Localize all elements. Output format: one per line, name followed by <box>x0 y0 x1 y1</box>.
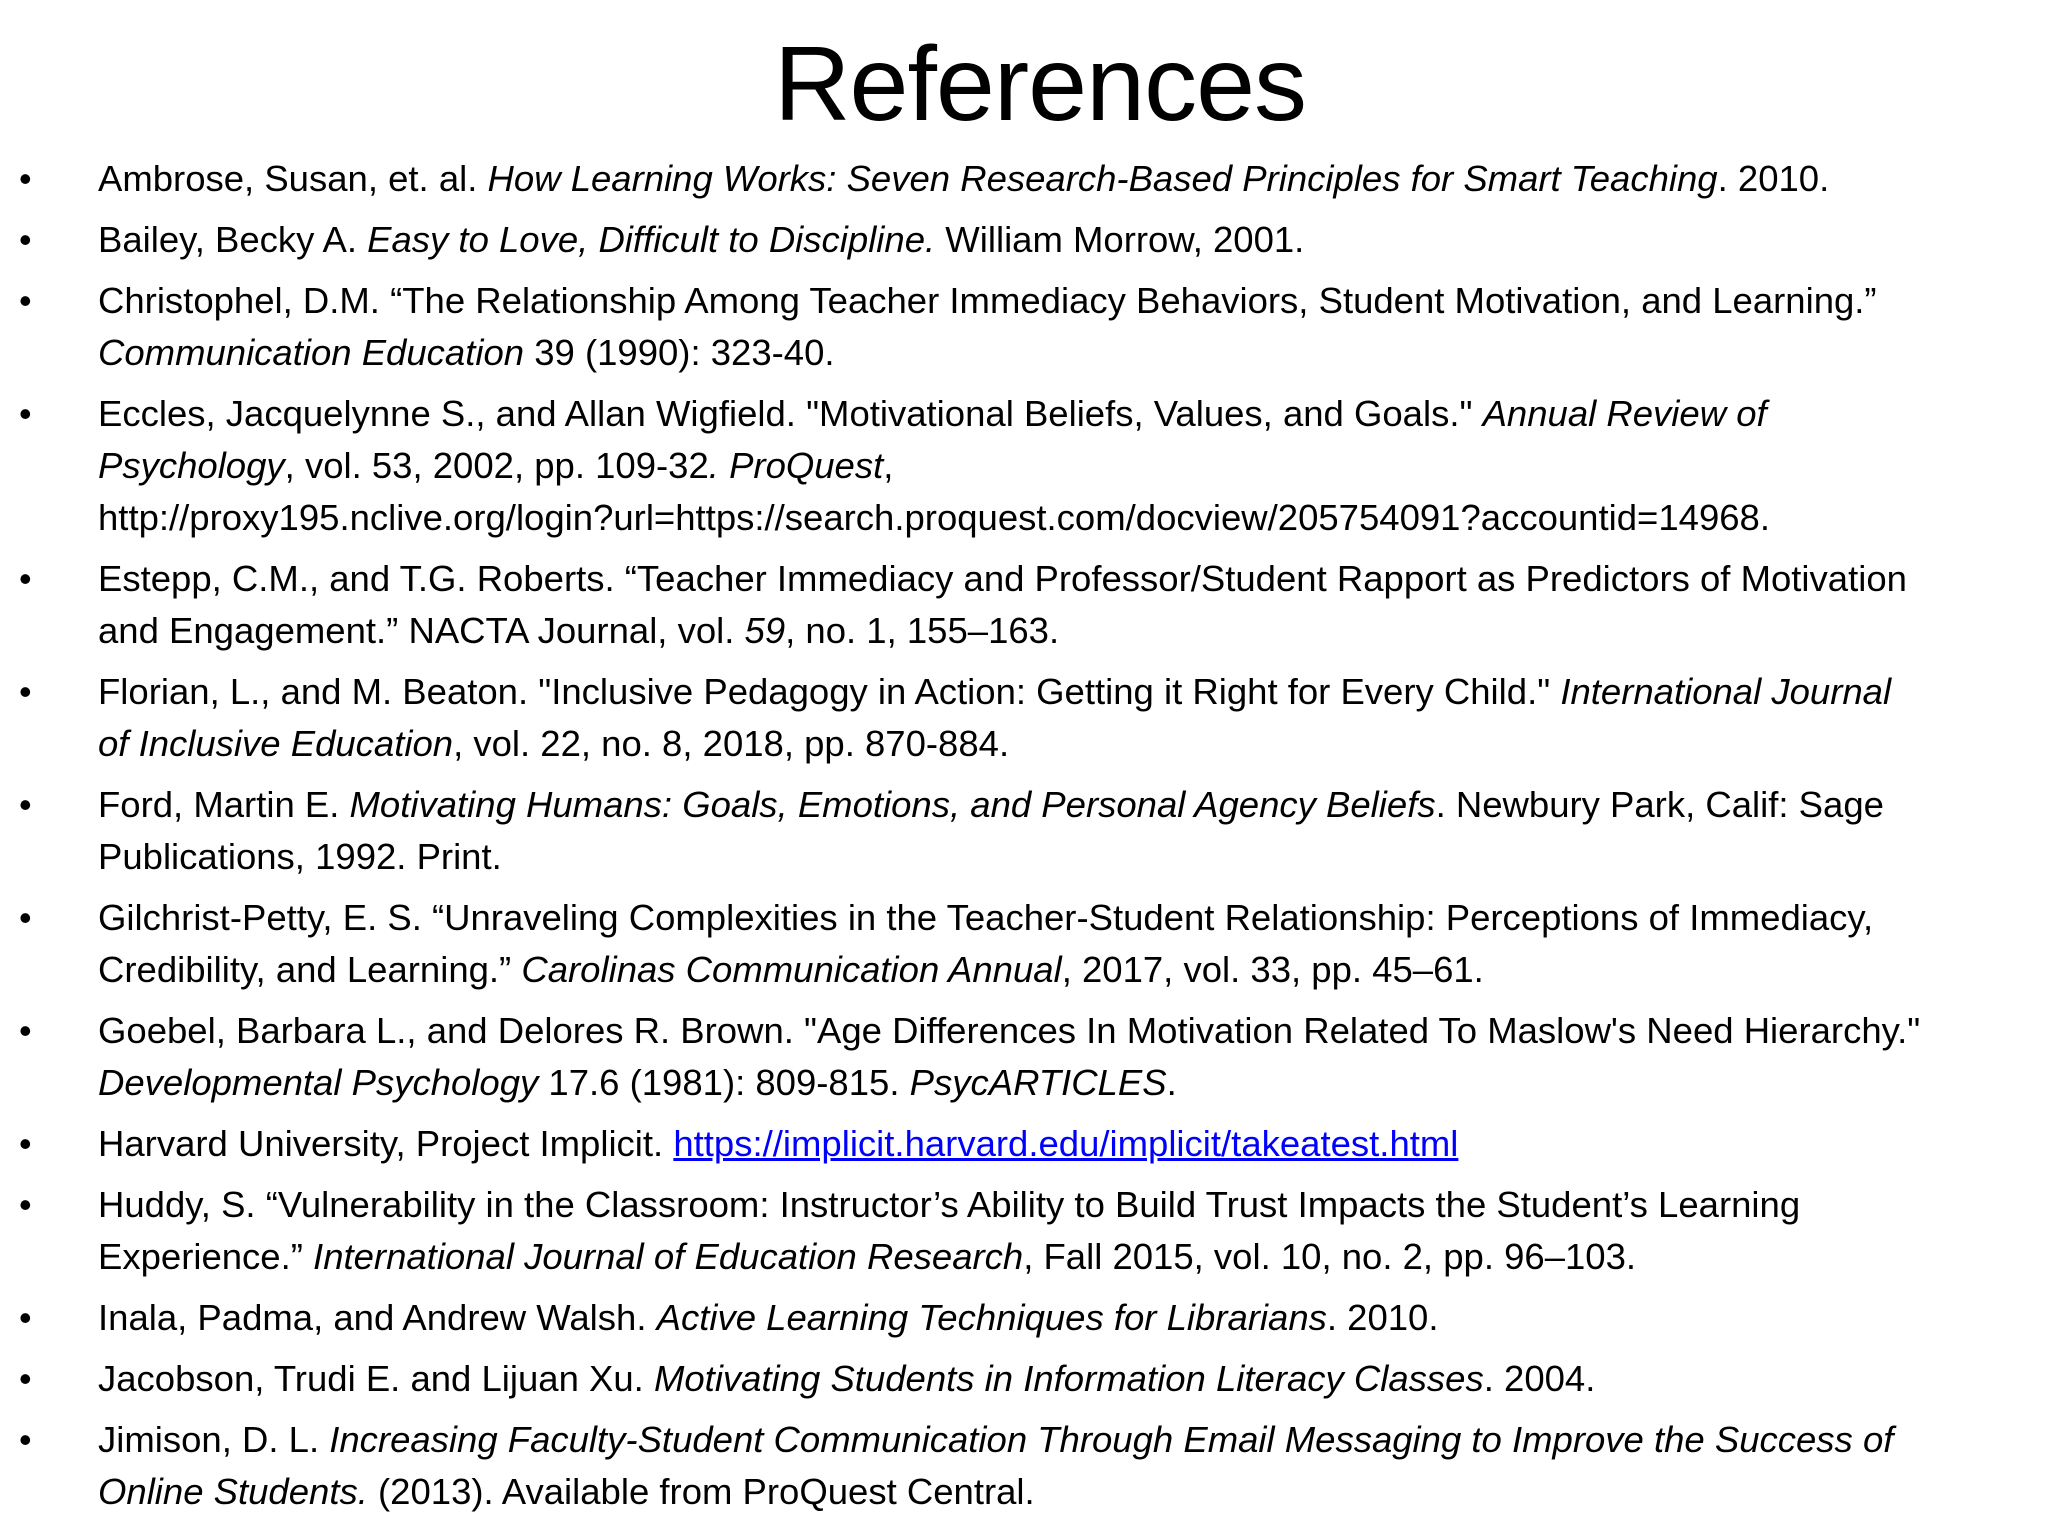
reference-plain-text: . 2010. <box>1717 158 1830 199</box>
reference-line <box>98 892 2040 944</box>
reference-plain-text: Goebel, Barbara L., and Delores R. Brown. "Age Differences In Motivation Related To Maslow's Need Hierarchy." <box>98 1010 1921 1051</box>
reference-line <box>98 492 2040 544</box>
reference-plain-text: Harvard University, Project Implicit. <box>98 1123 674 1164</box>
reference-line <box>98 275 2040 327</box>
reference-plain-text: Inala, Padma, and Andrew Walsh. <box>98 1297 657 1338</box>
reference-line <box>98 1118 2040 1170</box>
bullet-icon: • <box>19 393 32 434</box>
reference-italic-text: Psychology <box>98 445 285 486</box>
reference-plain-text: Eccles, Jacquelynne S., and Allan Wigfield. "Motivational Beliefs, Values, and Goals." <box>98 393 1483 434</box>
reference-line <box>98 831 2040 883</box>
reference-italic-text: PsycARTICLES <box>909 1062 1167 1103</box>
reference-item <box>0 388 2048 544</box>
bullet-icon: • <box>19 1358 32 1399</box>
reference-link[interactable]: https://implicit.harvard.edu/implicit/takeatest.html <box>673 1123 1459 1164</box>
reference-italic-text: Carolinas Communication Annual <box>521 949 1062 990</box>
reference-item <box>0 275 2048 379</box>
reference-line <box>98 1231 2040 1283</box>
reference-plain-text: http://proxy195.nclive.org/login?url=https://search.proquest.com/docview/205754091?accountid=14968. <box>98 497 1770 538</box>
reference-plain-text: . <box>1166 1062 1177 1103</box>
reference-plain-text: and Engagement.” NACTA Journal, vol. <box>98 610 745 651</box>
reference-italic-text: Online Students. <box>98 1471 368 1512</box>
reference-text <box>98 1292 2040 1344</box>
reference-italic-text: Annual Review of <box>1482 393 1767 434</box>
reference-line <box>98 553 2040 605</box>
reference-text <box>98 153 2040 205</box>
reference-italic-text: of Inclusive Education <box>98 723 454 764</box>
reference-item <box>0 1414 2048 1518</box>
reference-item <box>0 779 2048 883</box>
reference-plain-text: Credibility, and Learning.” <box>98 949 522 990</box>
reference-plain-text: Christophel, D.M. “The Relationship Among Teacher Immediacy Behaviors, Student Motivation, and Learning.” <box>98 280 1877 321</box>
reference-line <box>98 666 2040 718</box>
reference-line <box>98 327 2040 379</box>
reference-item <box>0 553 2048 657</box>
reference-plain-text: , Fall 2015, vol. 10, no. 2, pp. 96–103. <box>1023 1236 1637 1277</box>
bullet-icon: • <box>19 1297 32 1338</box>
reference-text <box>98 214 2040 266</box>
reference-plain-text: . Newbury Park, Calif: Sage <box>1435 784 1884 825</box>
reference-line <box>98 1005 2040 1057</box>
bullet-icon: • <box>19 219 32 260</box>
reference-text <box>98 275 2040 379</box>
reference-plain-text: Experience.” <box>98 1236 314 1277</box>
reference-text <box>98 1353 2040 1405</box>
reference-plain-text: , <box>883 445 894 486</box>
bullet-icon: • <box>19 897 32 938</box>
reference-plain-text: Ambrose, Susan, et. al. <box>98 158 488 199</box>
reference-text <box>98 553 2040 657</box>
reference-line <box>98 718 2040 770</box>
reference-plain-text: Jacobson, Trudi E. and Lijuan Xu. <box>98 1358 654 1399</box>
reference-line <box>98 1353 2040 1405</box>
reference-text <box>98 1414 2040 1518</box>
reference-item <box>0 1353 2048 1405</box>
reference-italic-text: Developmental Psychology <box>98 1062 539 1103</box>
reference-item <box>0 1118 2048 1170</box>
reference-text <box>98 388 2040 544</box>
reference-italic-text: Motivating Humans: Goals, Emotions, and Personal Agency Beliefs <box>349 784 1436 825</box>
reference-line <box>98 214 2040 266</box>
reference-plain-text: Ford, Martin E. <box>98 784 350 825</box>
reference-item <box>0 1179 2048 1283</box>
reference-line <box>98 388 2040 440</box>
reference-plain-text: . 2004. <box>1483 1358 1596 1399</box>
reference-italic-text: International Journal of Education Research <box>313 1236 1024 1277</box>
reference-plain-text: William Morrow, 2001. <box>935 219 1305 260</box>
reference-italic-text: Active Learning Techniques for Librarians <box>656 1297 1327 1338</box>
bullet-icon: • <box>19 158 32 199</box>
reference-plain-text: , vol. 53, 2002, pp. 109-32 <box>284 445 709 486</box>
reference-plain-text: Bailey, Becky A. <box>98 219 368 260</box>
reference-text <box>98 892 2040 996</box>
bullet-icon: • <box>19 784 32 825</box>
reference-line <box>98 1292 2040 1344</box>
reference-item <box>0 153 2048 205</box>
reference-line <box>98 440 2040 492</box>
reference-text <box>98 1118 2040 1170</box>
reference-italic-text: International Journal <box>1560 671 1892 712</box>
reference-plain-text: Jimison, D. L. <box>98 1419 330 1460</box>
bullet-icon: • <box>19 671 32 712</box>
reference-item <box>0 1292 2048 1344</box>
reference-text <box>98 1005 2040 1109</box>
reference-plain-text: Publications, 1992. Print. <box>98 836 502 877</box>
reference-text <box>98 779 2040 883</box>
reference-italic-text: Easy to Love, Difficult to Discipline. <box>367 219 936 260</box>
reference-plain-text: . 2010. <box>1326 1297 1439 1338</box>
reference-line <box>98 605 2040 657</box>
reference-plain-text: , 2017, vol. 33, pp. 45–61. <box>1061 949 1484 990</box>
reference-line <box>98 1466 2040 1518</box>
reference-italic-text: Communication Education <box>98 332 525 373</box>
reference-italic-text: . ProQuest <box>708 445 884 486</box>
reference-item <box>0 214 2048 266</box>
reference-italic-text: Motivating Students in Information Literacy Classes <box>653 1358 1484 1399</box>
bullet-icon: • <box>19 558 32 599</box>
bullet-icon: • <box>19 280 32 321</box>
reference-plain-text: 39 (1990): 323-40. <box>524 332 835 373</box>
reference-italic-text: 59 <box>744 610 786 651</box>
reference-item <box>0 666 2048 770</box>
reference-list <box>0 153 2048 1527</box>
reference-line <box>98 153 2040 205</box>
reference-item <box>0 1005 2048 1109</box>
reference-item <box>0 892 2048 996</box>
reference-italic-text: How Learning Works: Seven Research-Based Principles for Smart Teaching <box>487 158 1718 199</box>
bullet-icon: • <box>19 1184 32 1225</box>
reference-plain-text: , no. 1, 155–163. <box>785 610 1060 651</box>
reference-plain-text: Florian, L., and M. Beaton. "Inclusive Pedagogy in Action: Getting it Right for Every Child." <box>98 671 1561 712</box>
reference-plain-text: Gilchrist-Petty, E. S. “Unraveling Complexities in the Teacher-Student Relationship: Perceptions of Immediacy, <box>98 897 1874 938</box>
reference-line <box>98 944 2040 996</box>
reference-line <box>98 1057 2040 1109</box>
reference-plain-text: Estepp, C.M., and T.G. Roberts. “Teacher Immediacy and Professor/Student Rapport as Predictors of Motivation <box>98 558 1907 599</box>
reference-line <box>98 1179 2040 1231</box>
reference-plain-text: (2013). Available from ProQuest Central. <box>367 1471 1035 1512</box>
reference-line <box>98 779 2040 831</box>
reference-plain-text: 17.6 (1981): 809-815. <box>538 1062 910 1103</box>
page-title: References <box>773 25 1307 143</box>
reference-line <box>98 1414 2040 1466</box>
reference-italic-text: Increasing Faculty-Student Communication Through Email Messaging to Improve the Success of <box>329 1419 1894 1460</box>
reference-plain-text: Huddy, S. “Vulnerability in the Classroom: Instructor’s Ability to Build Trust Impacts the Student’s Learning <box>98 1184 1801 1225</box>
reference-plain-text: , vol. 22, no. 8, 2018, pp. 870-884. <box>453 723 1010 764</box>
bullet-icon: • <box>19 1010 32 1051</box>
reference-text <box>98 1179 2040 1283</box>
bullet-icon: • <box>19 1419 32 1460</box>
reference-text <box>98 666 2040 770</box>
bullet-icon: • <box>19 1123 32 1164</box>
